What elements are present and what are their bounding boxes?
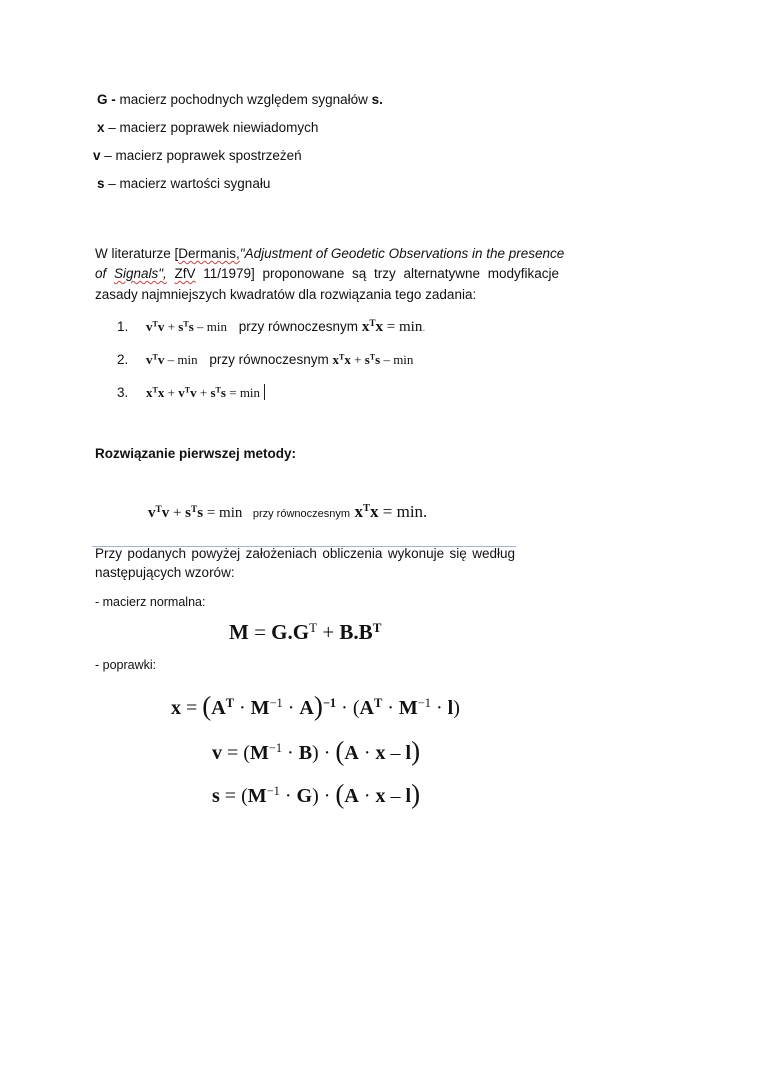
paper-title: "Adjustment of Geodetic Observations in the presence: [239, 246, 565, 261]
paragraph-line-1: Przy podanych powyżej założeniach obliczenia wykonuje się według: [95, 546, 515, 561]
normal-matrix-label: - macierz normalna:: [95, 595, 206, 609]
dash: –: [100, 148, 116, 163]
formula-constraint: $x^Tx = \min$: [361, 318, 423, 335]
symbol-x: x: [97, 120, 105, 135]
definition-s: [97, 176, 270, 191]
formula-v: $v = (M^{-1} \cdot B) \cdot (A \cdot x - l)$: [212, 736, 421, 766]
formula-objective: $v^Tv + s^Ts = \min$: [148, 504, 243, 521]
definition-text: macierz poprawek spostrzeżeń: [115, 148, 302, 163]
method-number: 3.: [117, 385, 129, 400]
author: Dermanis,: [178, 246, 240, 261]
definition-v: [93, 148, 302, 163]
paragraph-line-2: następujących wzorów:: [95, 565, 235, 580]
text-cursor: [264, 384, 265, 400]
connector-text: przy równoczesnym: [209, 352, 329, 367]
symbol-s: s: [97, 176, 105, 191]
method-1: 1. $v^Tv + s^Ts - \min$ przy równoczesnym $x^Tx = \min$.: [117, 318, 426, 335]
method-number: 2.: [117, 352, 129, 367]
formula-s: $s = (M^{-1} \cdot G) \cdot (A \cdot x - l)$: [212, 779, 421, 809]
method-number: 1.: [117, 319, 129, 334]
dash: –: [104, 120, 120, 135]
normal-matrix-formula: $M = G.G^T + B.B^T$: [229, 619, 382, 644]
formula-constraint: $x^Tx + s^Ts - \min$: [332, 352, 414, 367]
section-heading: Rozwiązanie pierwszej metody:: [95, 446, 297, 461]
literature-line-3: zasady najmniejszych kwadratów dla rozwiązania tego zadania:: [95, 287, 477, 302]
definition-text: macierz pochodnych względem sygnałów: [119, 92, 372, 107]
formula-constraint: $x^Tx = \min$.: [354, 502, 428, 521]
first-method-formula: [148, 502, 427, 522]
method-3: [117, 384, 265, 401]
method-2: [117, 352, 413, 368]
corrections-label: - poprawki:: [95, 658, 157, 672]
connector-text: przy równoczesnym: [238, 319, 359, 334]
formula-objective: $x^Tx + v^Tv + s^Ts = \min$: [146, 385, 261, 400]
formula-objective: $v^Tv + s^Ts - \min$: [146, 319, 227, 334]
literature-line-1: W literaturze [Dermanis,"Adjustment of Geodetic Observations in the presence: [95, 246, 565, 261]
dash: –: [104, 176, 120, 191]
definition-text: macierz poprawek niewiadomych: [119, 120, 319, 135]
symbol-v: v: [93, 148, 101, 163]
dash: -: [107, 92, 120, 107]
definition-tail: s.: [371, 92, 383, 107]
definition-G: [97, 92, 383, 107]
symbol-G: G: [97, 92, 108, 107]
formula-x: $x = (A^T \cdot M^{-1} \cdot A)^{-1} \cdot (A^T \cdot M^{-1} \cdot l)$: [171, 691, 460, 721]
formula-objective: $v^Tv$ – min: [146, 352, 198, 367]
connector-text: przy równoczesnym: [252, 508, 351, 520]
paper-title-end: Signals",: [113, 266, 167, 281]
journal: ZfV: [174, 266, 196, 281]
definition-x: [97, 120, 318, 135]
literature-line-2: of Signals", ZfV 11/1979] proponowane są trzy alternatywne modyfikacje: [95, 266, 559, 281]
definition-text: macierz wartości sygnału: [119, 176, 271, 191]
